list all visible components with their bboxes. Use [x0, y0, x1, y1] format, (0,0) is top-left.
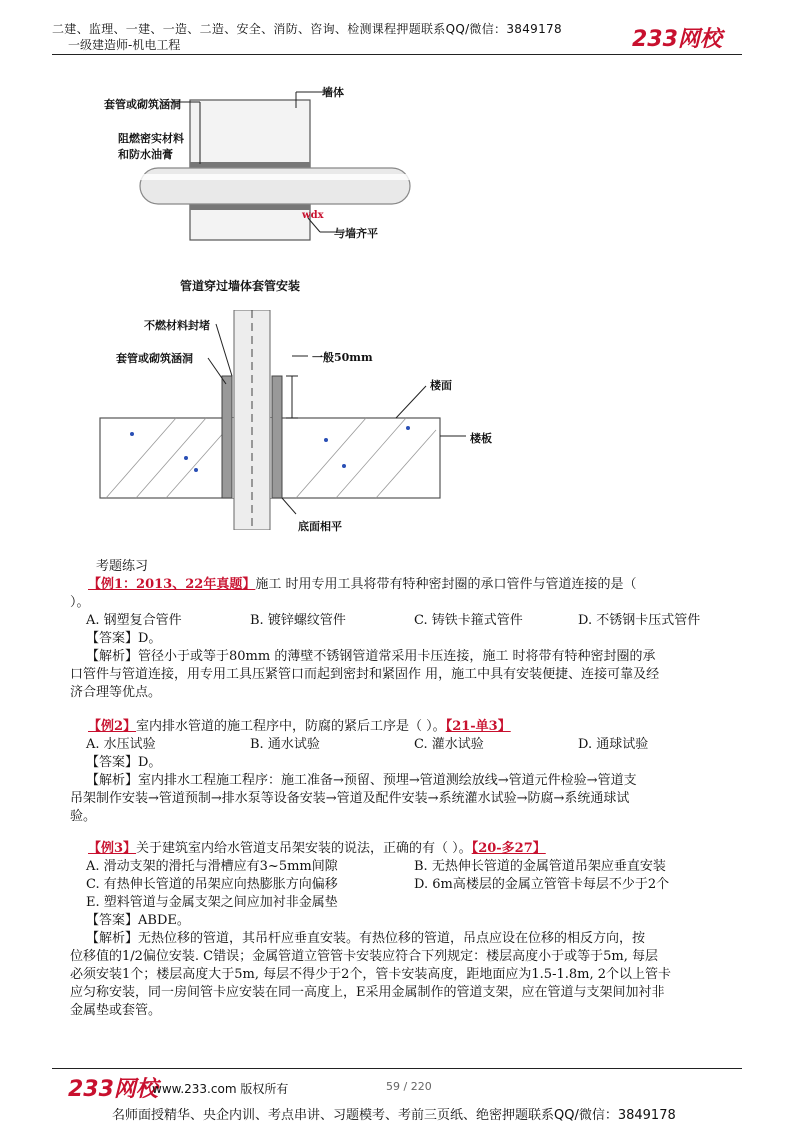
ex1-exp-3: 济合理等优点。 — [70, 685, 162, 700]
ex3-option-b: B. 无热伸长管道的金属管道吊架应垂直安装 — [414, 859, 666, 874]
ex1-tag: 【例1：2013、22年真题】 — [88, 577, 256, 592]
pipe — [140, 168, 410, 204]
ex3-option-c: C. 有热伸长管道的吊架应向热膨胀方向偏移 — [86, 877, 338, 892]
label-sleeve-1: 套管或砌筑涵洞 — [104, 98, 181, 111]
sleeve-left — [222, 376, 232, 498]
ex3-exp-5: 金属垫或套管。 — [70, 1003, 162, 1018]
ex2-exp-1: 【解析】室内排水工程施工程序：施工准备→预留、预埋→管道测绘放线→管道元件检验→管道支 — [86, 773, 637, 788]
ex1-option-a: A. 钢塑复合管件 — [86, 613, 182, 628]
label-bottom: 底面相平 — [298, 520, 342, 533]
footer-copyright[interactable]: www.233.com 版权所有 — [152, 1082, 289, 1096]
ex3-option-e: E. 塑料管道与金属支架之间应加衬非金属垫 — [86, 895, 338, 910]
header-divider — [52, 54, 742, 55]
footer-logo: 233网校 — [68, 1077, 158, 1102]
ex1-option-c: C. 铸铁卡箍式管件 — [414, 613, 523, 628]
header-promo: 二建、监理、一建、一造、二造、安全、消防、咨询、检测课程押题联系QQ/微信：3849178 — [52, 22, 562, 36]
label-sealant: 阻燃密实材料 — [118, 132, 184, 145]
ex2-option-d: D. 通球试验 — [578, 737, 649, 752]
ex3-answer: 【答案】ABDE。 — [86, 913, 190, 928]
ex1-option-d: D. 不锈钢卡压式管件 — [578, 613, 701, 628]
footer-divider — [52, 1068, 742, 1069]
ex2-option-a: A. 水压试验 — [86, 737, 156, 752]
ex1-question — [88, 576, 748, 594]
ex1-option-b: B. 镀锌螺纹管件 — [250, 613, 346, 628]
label-flush: 与墙齐平 — [334, 227, 378, 240]
ex3-ref: 【20-多27】 — [471, 841, 546, 856]
ex1-answer: 【答案】D。 — [86, 631, 162, 646]
ex1-exp-1: 【解析】管径小于或等于80mm 的薄壁不锈钢管道常采用卡压连接，施工 时将带有特种密封圈的承 — [86, 649, 656, 664]
ex2-question — [88, 718, 511, 736]
label-height: 一般50mm — [312, 351, 373, 364]
brand-logo: 233网校 — [632, 27, 722, 52]
sleeve-right — [272, 376, 282, 498]
ex2-answer: 【答案】D。 — [86, 755, 162, 770]
label-floor-face: 楼面 — [430, 379, 452, 392]
footer-promo: 名师面授精华、央企内训、考点串讲、习题模考、考前三页纸、绝密押题联系QQ/微信：3849178 — [112, 1108, 676, 1123]
label-sleeve-2: 套管或砌筑涵洞 — [116, 352, 193, 365]
ex3-q: 关于建筑室内给水管道支吊架安装的说法，正确的有（ ）。 — [136, 841, 472, 856]
ex3-exp-1: 【解析】无热位移的管道，其吊杆应垂直安装。有热位移的管道，吊点应设在位移的相反方向，按 — [86, 931, 646, 946]
section-title: 考题练习 — [96, 559, 149, 574]
ex2-ref: 【21-单3】 — [445, 719, 511, 734]
label-slab: 楼板 — [470, 432, 492, 445]
ex3-tag: 【例3】 — [88, 841, 137, 856]
ex3-exp-4: 应匀称安装，同一房间管卡应安装在同一高度上，E采用金属制作的管道支架，应在管道与支架间加衬非 — [70, 985, 665, 1000]
ex2-exp-2: 吊架制作安装→管道预制→排水泵等设备安装→管道及配件安装→系统灌水试验→防腐→系统通球试 — [70, 791, 630, 806]
header-subject: 一级建造师-机电工程 — [68, 38, 181, 52]
caption-figure1: 管道穿过墙体套管安装 — [180, 279, 301, 293]
ex2-tag: 【例2】 — [88, 719, 137, 734]
ex2-q: 室内排水管道的施工程序中，防腐的紧后工序是（ ）。 — [136, 719, 446, 734]
ex1-exp-2: 口管件与管道连接，用专用工具压紧管口而起到密封和紧固作 用，施工中具有安装便捷、连接可靠及经 — [70, 667, 660, 682]
ex3-question — [88, 840, 546, 858]
label-oil: 和防水油膏 — [118, 148, 173, 161]
label-wall: 墙体 — [322, 86, 344, 99]
label-wdx: wdx — [302, 210, 324, 221]
ex3-exp-2: 位移值的1/2偏位安装. C错误；金属管道立管管卡安装应符合下列规定：楼层高度小于或等于5m, 每层 — [70, 949, 658, 964]
ex3-option-d: D. 6m高楼层的金属立管管卡每层不少于2个 — [414, 877, 670, 892]
figure-floor-sleeve — [96, 310, 476, 530]
ex2-option-c: C. 灌水试验 — [414, 737, 484, 752]
ex3-option-a: A. 滑动支架的滑托与滑槽应有3~5mm间隙 — [86, 859, 338, 874]
ex1-q2: ）。 — [70, 595, 90, 610]
label-seal: 不燃材料封堵 — [144, 319, 210, 332]
ex2-option-b: B. 通水试验 — [250, 737, 320, 752]
ex3-exp-3: 必须安装1个；楼层高度大于5m, 每层不得少于2个，管卡安装高度，距地面应为1.5-1.8m, 2个以上管卡 — [70, 967, 672, 982]
page-number: 59 / 220 — [386, 1080, 432, 1093]
ex1-q1: 施工 时用专用工具将带有特种密封圈的承口管件与管道连接的是（ — [255, 577, 637, 592]
ex2-exp-3: 验。 — [70, 809, 97, 824]
